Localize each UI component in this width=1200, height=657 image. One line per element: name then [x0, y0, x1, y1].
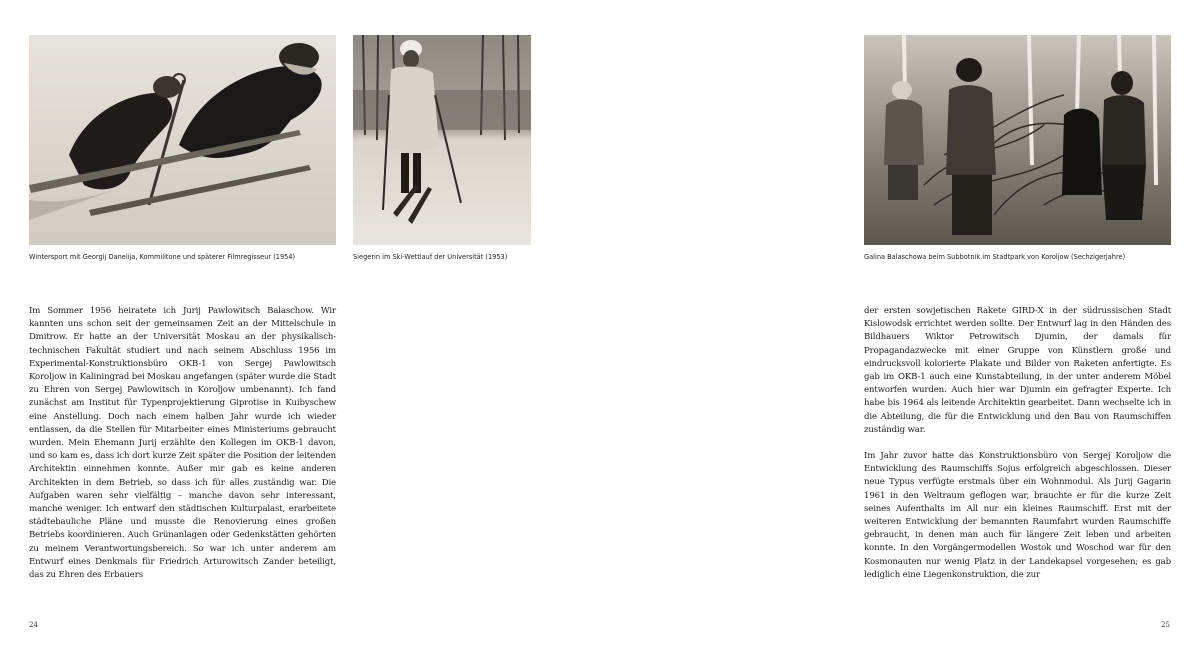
page-number-right: 25: [1161, 621, 1170, 629]
caption-subbotnik: Galina Balaschowa beim Subbotnik im Stadtpark von Koroljow (Sechzigerjahre): [864, 253, 1126, 261]
photo-subbotnik: [864, 35, 1171, 245]
right-paragraph-2: Im Jahr zuvor hatte das Konstruktionsbüro von Sergej Koroljow die Entwicklung des Raumschiffs Sojus erfolgreich abgeschlossen. Dieser neue Typus verfügte erstmals über ein Wohnmodul. Als Jurij Gagarin 1961 in den Weltraum geflogen war, brauchte er für die kurze Zeit seines Aufenthalts im All nur ein kleines Raumschiff. Erst mit der weiteren Entwicklung der bemannten Raumfahrt wurden Raumschiffe gebraucht, in denen man auch für längere Zeit leben und arbeiten konnte. In den Vorgängermodellen Wostok und Woschod war für den Kosmonauten nur wenig Platz in der Landekapsel vorgesehen; es gab lediglich eine Liegenkonstruktion, die zur: [864, 451, 1171, 580]
photo-winter-sport: [29, 35, 336, 245]
caption-ski-race: Siegerin im Ski-Wettlauf der Universität (1953): [353, 253, 508, 261]
page-number-left: 24: [29, 621, 38, 629]
photo-ski-race: [353, 35, 531, 245]
right-paragraph-1: der ersten sowjetischen Rakete GIRD-X in der südrussischen Stadt Kislowodsk errichtet werden sollte. Der Entwurf lag in den Händen des Bildhauers Wiktor Petrowitsch Djumin, der damals für Propagandazwecke mit einer Gruppe von Künstlern große und eindrucksvoll kolorierte Plakate und Bilder von Raketen anfertigte. Es gab im OKB-1 auch eine Kunstabteilung, in der unter anderem Möbel entworfen wurden. Auch hier war Djumin ein gefragter Experte. Ich habe bis 1964 als leitende Architektin gearbeitet. Dann wechselte ich in die Abteilung, die für die Entwicklung und den Bau von Raumschiffen zuständig war.: [864, 306, 1171, 435]
caption-winter-sport: Wintersport mit Georgij Danelija, Kommilitone und späterer Filmregisseur (1954): [29, 253, 296, 261]
left-paragraph-text: Im Sommer 1956 heiratete ich Jurij Pawlowitsch Balaschow. Wir kannten uns schon seit der gemeinsamen Zeit an der Mittelschule in Dmitrow. Er hatte an der Universität Moskau an der physikalisch-technischen Fakultät studiert und nach seinem Abschluss 1956 im Experimental-Konstruktionsbüro OKB-1 von Sergej Pawlowitsch Koroljow in Kaliningrad bei Moskau angefangen (später wurde die Stadt zu Ehren von Sergej Pawlowitsch in Koroljow umbenannt). Ich fand zunächst am Institut für Typenprojektierung Giprotise in Kuibyschew eine Anstellung. Doch nach einem halben Jahr wurde ich wieder entlassen, da die Stellen für Mitarbeiter eines Ministeriums gebraucht wurden. Mein Ehemann Jurij erzählte den Kollegen im OKB-1 davon, und so kam es, dass ich dort kurze Zeit später die Position der leitenden Architektin einnehmen konnte. Außer mir gab es keine anderen Architekten in dem Betrieb, so dass ich für alles zuständig war. Die Aufgaben waren sehr vielfältig – manche davon sehr interessant, manche weniger. Ich entwarf den städtischen Kulturpalast, erarbeitete städtebauliche Pläne und musste die Renovierung eines großen Betriebs koordinieren. Auch Grünanlagen oder Gedenkstätten gehörten zu meinem Verantwortungsbereich. So war ich unter anderem am Entwurf eines Denkmals für Friedrich Arturowitsch Zander beteiligt, das zu Ehren des Erbauers: [29, 306, 336, 581]
left-page-paragraph: [29, 305, 336, 582]
right-page-text: [864, 305, 1171, 582]
